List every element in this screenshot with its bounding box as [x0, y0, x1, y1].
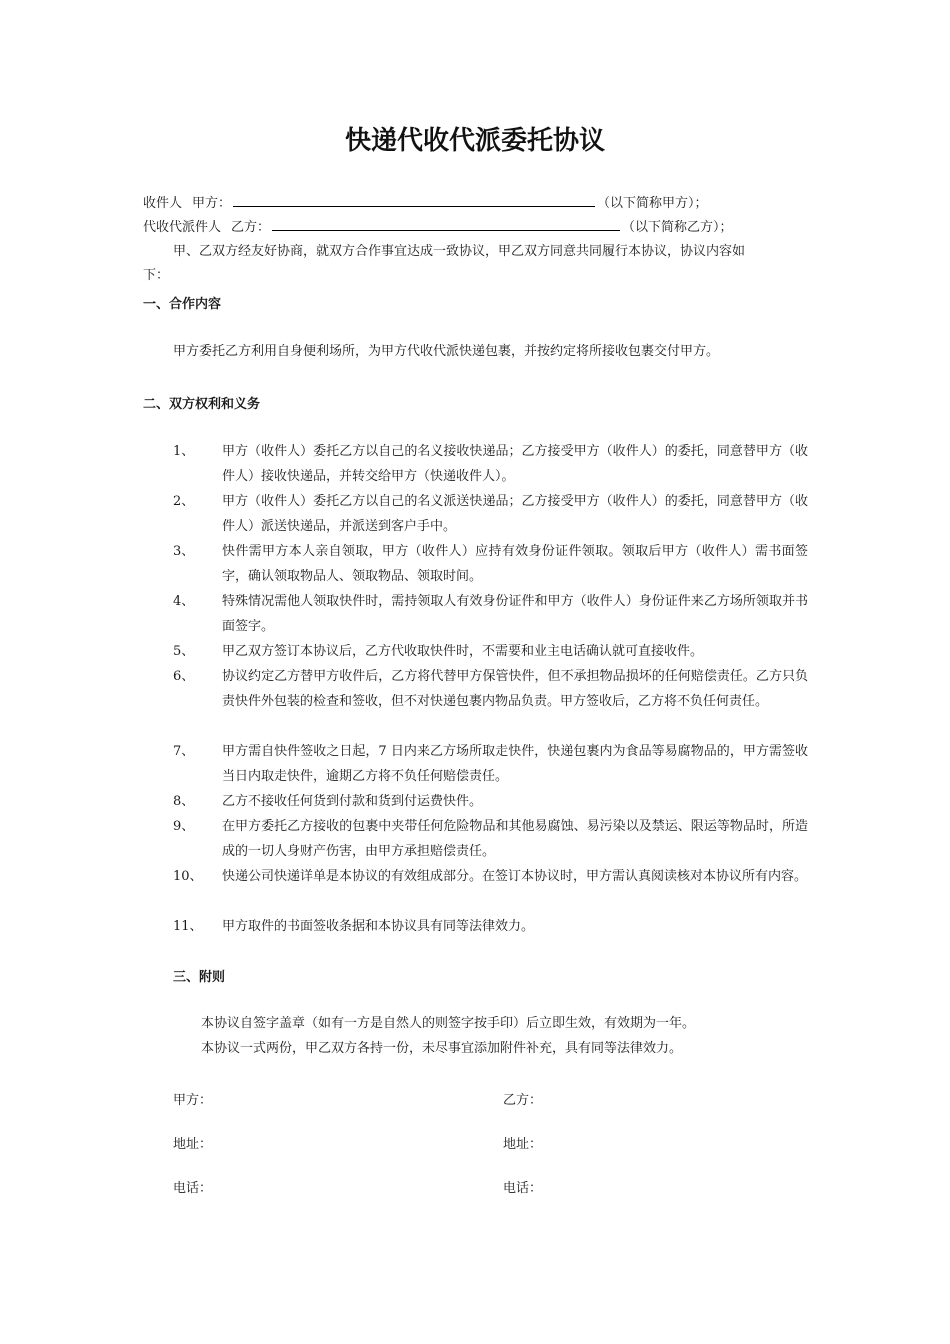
- party-b-role: 代收代派件人: [143, 220, 222, 235]
- item-text: 快件需甲方本人亲自领取，甲方（收件人）应持有效身份证件领取。领取后甲方（收件人）需书面签字，确认领取物品人、领取物品、领取时间。: [222, 544, 808, 584]
- party-b-line: [143, 216, 733, 236]
- item-text: 甲乙双方签订本协议后，乙方代收取快件时，不需要和业主电话确认就可直接收件。: [222, 644, 704, 659]
- item-text: 在甲方委托乙方接收的包裹中夹带任何危险物品和其他易腐蚀、易污染以及禁运、限运等物品时，所造成的一切人身财产伤害，由甲方承担赔偿责任。: [222, 819, 808, 859]
- item-number: 11、: [173, 919, 203, 934]
- section-2-heading: 二、双方权利和义务: [143, 397, 261, 412]
- party-a-label: 甲方：: [192, 196, 232, 211]
- party-b-address-label: 地址：: [503, 1137, 543, 1152]
- item-number: 4、: [173, 594, 195, 609]
- item-text: 快递公司快递详单是本协议的有效组成部分。在签订本协议时，甲方需认真阅读核对本协议所有内容。: [222, 869, 808, 884]
- section-1-text: 甲方委托乙方利用自身便利场所，为甲方代收代派快递包裹，并按约定将所接收包裹交付甲方。: [173, 344, 720, 359]
- party-a-line: [143, 192, 708, 212]
- item-number: 9、: [173, 819, 195, 834]
- item-number: 5、: [173, 644, 195, 659]
- item-text: 甲方（收件人）委托乙方以自己的名义接收快递品；乙方接受甲方（收件人）的委托，同意替甲方（收件人）接收快递品，并转交给甲方（快递收件人）。: [222, 444, 808, 484]
- party-a-signature-label: 甲方：: [173, 1093, 213, 1108]
- document-title: 快递代收代派委托协议: [344, 126, 605, 156]
- intro-line-1: 甲、乙双方经友好协商，就双方合作事宜达成一致协议，甲乙双方同意共同履行本协议，协议内容如: [173, 244, 746, 259]
- party-a-phone-label: 电话：: [173, 1181, 213, 1196]
- item-text: 甲方需自快件签收之日起，7 日内来乙方场所取走快件，快递包裹内为食品等易腐物品的，甲方需签收当日内取走快件，逾期乙方将不负任何赔偿责任。: [222, 744, 808, 784]
- intro-line-2: 下：: [143, 268, 170, 283]
- item-number: 1、: [173, 444, 195, 459]
- party-a-suffix: （以下简称甲方）；: [597, 196, 708, 211]
- party-a-name-field[interactable]: [233, 192, 595, 207]
- section-1-heading: 一、合作内容: [143, 297, 222, 312]
- appendix-line-2: 本协议一式两份，甲乙双方各持一份，未尽事宜添加附件补充，具有同等法律效力。: [201, 1041, 683, 1056]
- party-b-suffix: （以下简称乙方）；: [622, 220, 733, 235]
- appendix-line-1: 本协议自签字盖章（如有一方是自然人的则签字按手印）后立即生效，有效期为一年。: [201, 1016, 696, 1031]
- party-b-label: 乙方：: [231, 220, 271, 235]
- section-3-heading: 三、附则: [173, 970, 226, 985]
- item-text: 甲方取件的书面签收条据和本协议具有同等法律效力。: [222, 919, 535, 934]
- party-b-name-field[interactable]: [272, 216, 620, 231]
- party-a-role: 收件人: [143, 196, 183, 211]
- item-number: 6、: [173, 669, 195, 684]
- item-text: 乙方不接收任何货到付款和货到付运费快件。: [222, 794, 483, 809]
- party-a-address-label: 地址：: [173, 1137, 213, 1152]
- item-number: 8、: [173, 794, 195, 809]
- item-text: 特殊情况需他人领取快件时，需持领取人有效身份证件和甲方（收件人）身份证件来乙方场所领取并书面签字。: [222, 594, 808, 634]
- party-b-signature-label: 乙方：: [503, 1093, 543, 1108]
- item-text: 协议约定乙方替甲方收件后，乙方将代替甲方保管快件，但不承担物品损坏的任何赔偿责任。乙方只负责快件外包装的检查和签收，但不对快递包裹内物品负责。甲方签收后，乙方将不负任何责任。: [222, 669, 808, 709]
- party-b-phone-label: 电话：: [503, 1181, 543, 1196]
- item-number: 7、: [173, 744, 195, 759]
- item-number: 2、: [173, 494, 195, 509]
- item-number: 10、: [173, 869, 203, 884]
- item-number: 3、: [173, 544, 195, 559]
- item-text: 甲方（收件人）委托乙方以自己的名义派送快递品；乙方接受甲方（收件人）的委托，同意替甲方（收件人）派送快递品，并派送到客户手中。: [222, 494, 808, 534]
